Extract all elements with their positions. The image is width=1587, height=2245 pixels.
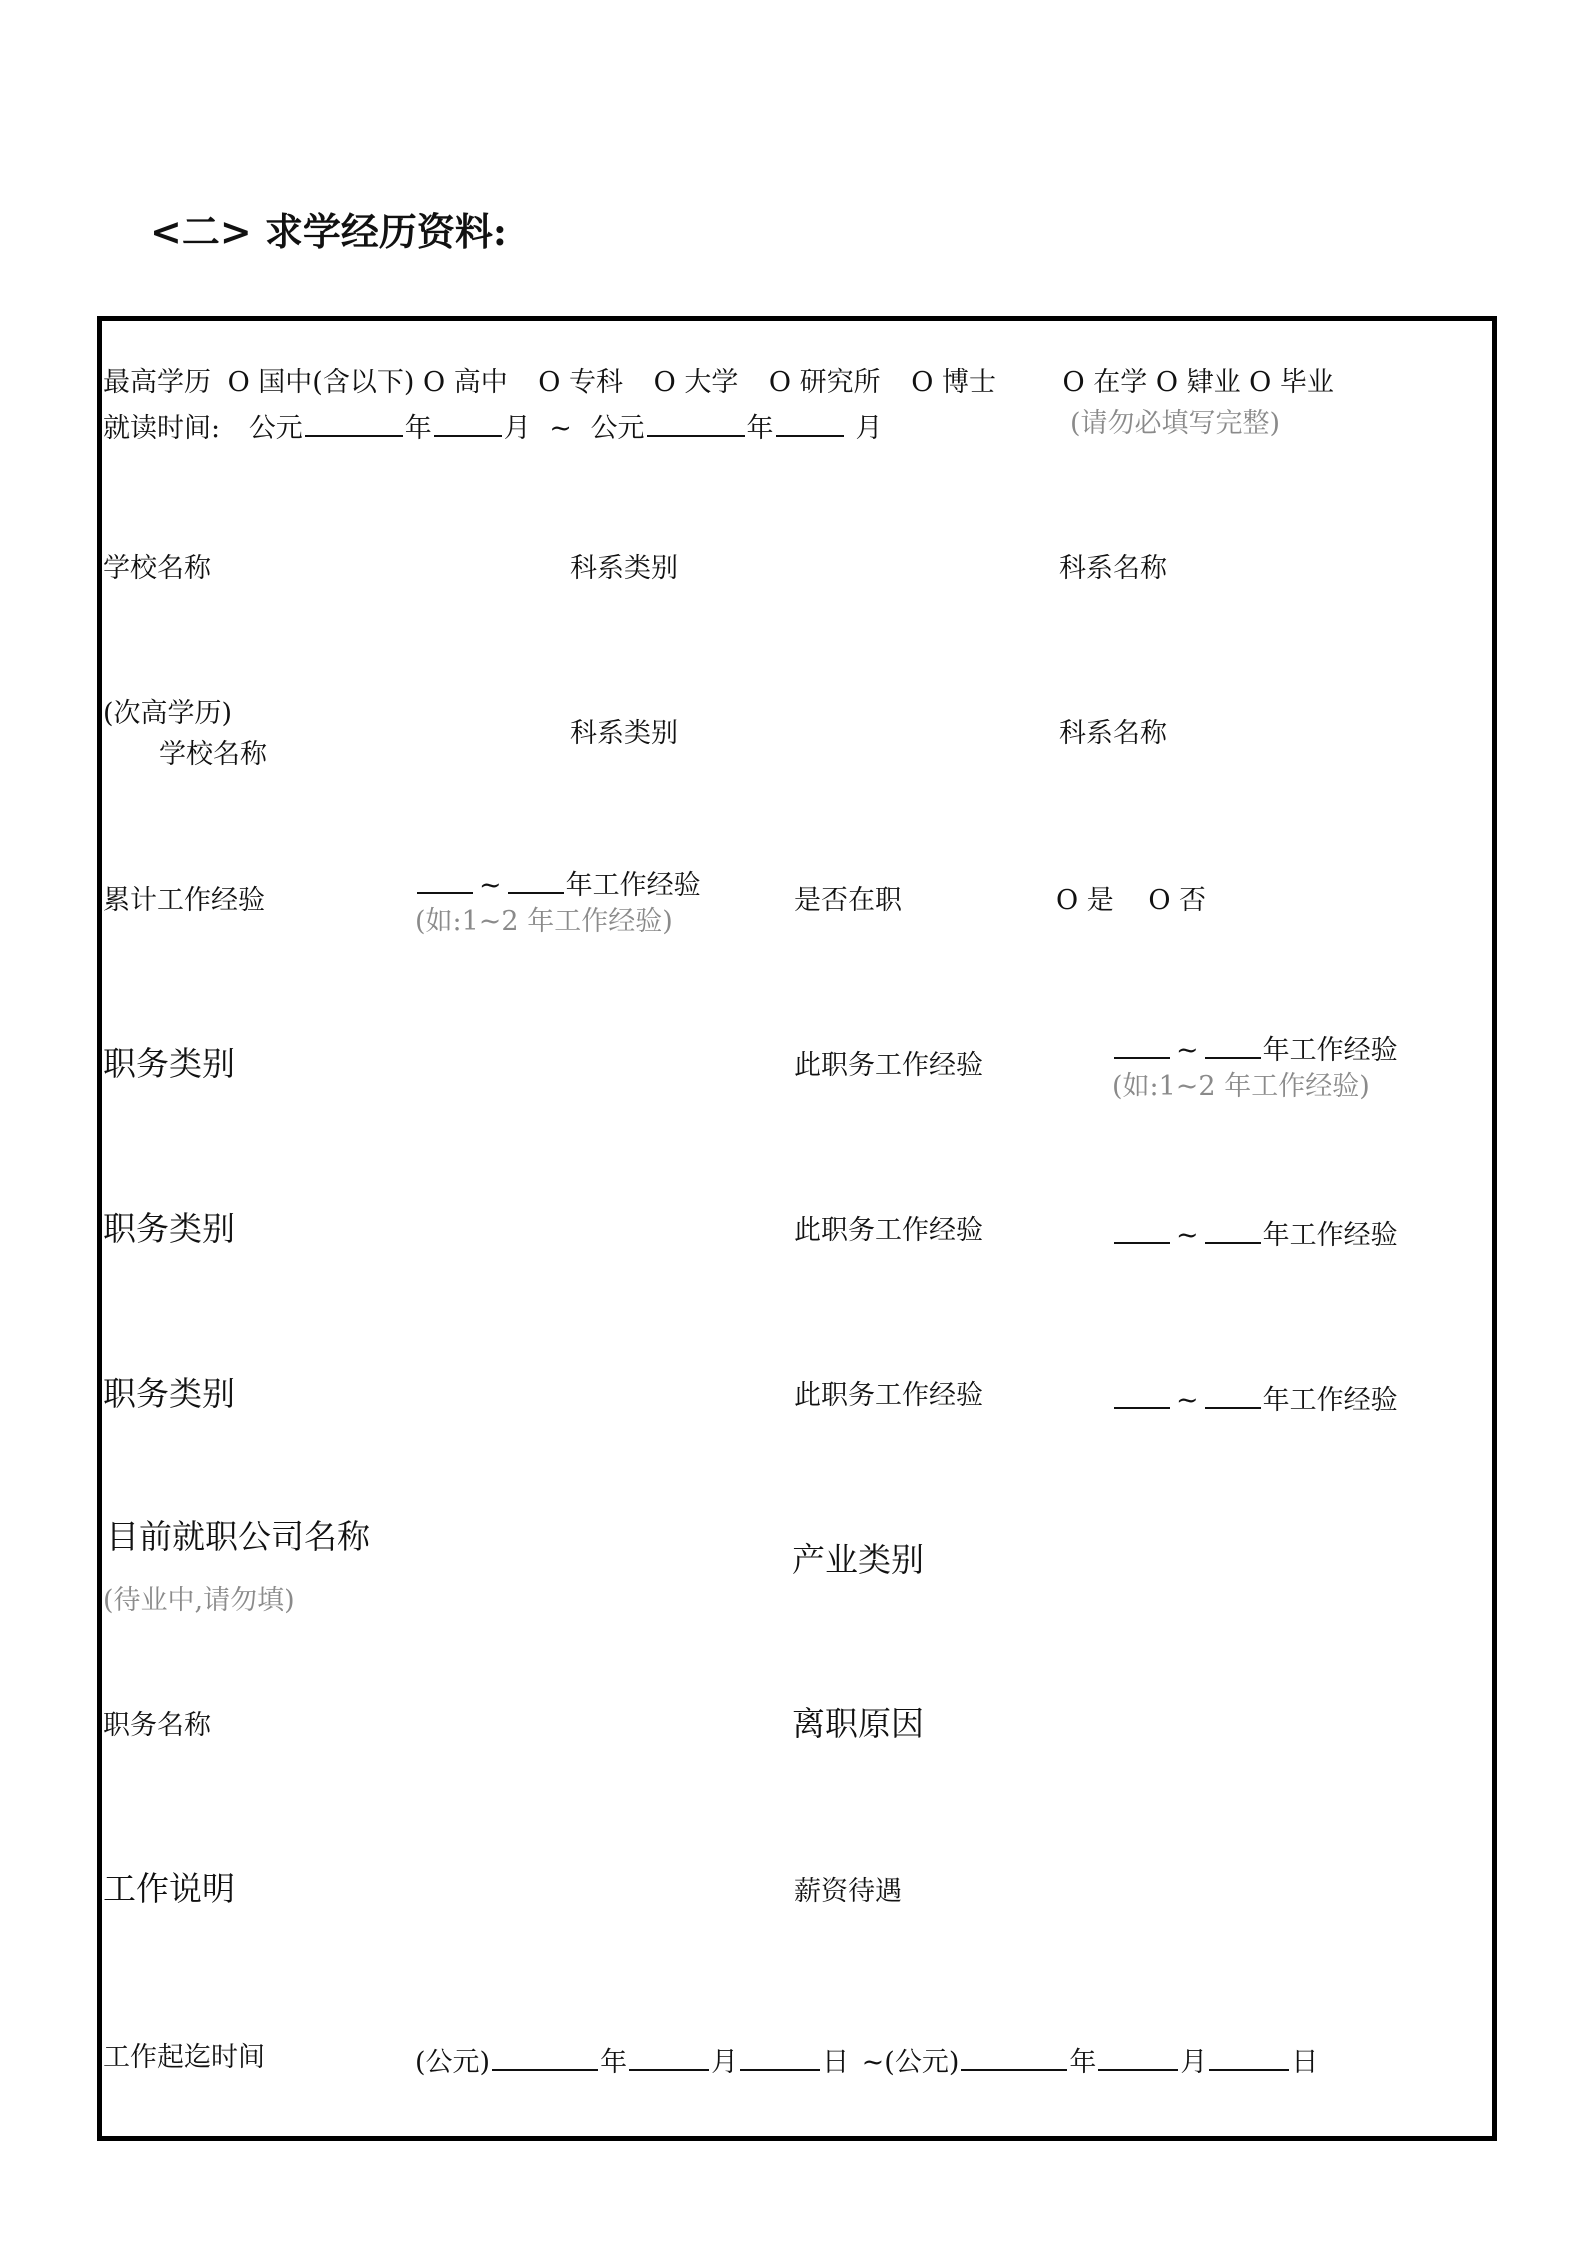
total-experience-example: (如:1~2 年工作经验) <box>415 906 673 937</box>
salary-label: 薪资待遇 <box>794 1876 902 1907</box>
job-experience-label: 此职务工作经验 <box>794 1050 983 1081</box>
highest-education-row <box>103 367 1334 398</box>
year-label-start: 年 <box>600 2047 628 2078</box>
job-exp-from-blank[interactable] <box>1114 1030 1170 1059</box>
total-experience-input <box>415 865 701 901</box>
leave-reason-label: 离职原因 <box>792 1704 924 1743</box>
job-category-label: 职务类别 <box>103 1374 235 1413</box>
job-experience-input <box>1112 1215 1398 1251</box>
job-exp-tilde: ~ <box>1176 1220 1199 1251</box>
job-exp-from-blank[interactable] <box>1114 1380 1170 1409</box>
job-exp-tilde: ~ <box>1176 1035 1199 1066</box>
end-year-blank[interactable] <box>961 2042 1067 2071</box>
position-title-label: 职务名称 <box>103 1710 211 1741</box>
start-year-blank[interactable] <box>492 2042 598 2071</box>
current-company-hint: (待业中,请勿填) <box>103 1585 295 1616</box>
status-incomplete[interactable]: O 肄业 <box>1155 367 1241 398</box>
month-label-start: 月 <box>503 413 531 444</box>
tilde: ~ <box>861 2047 885 2078</box>
year-label-end: 年 <box>1069 2047 1097 2078</box>
job-experience-label: 此职务工作经验 <box>794 1215 983 1246</box>
section-title: <二> 求学经历资料: <box>150 209 507 254</box>
industry-label: 产业类别 <box>792 1540 924 1579</box>
dept-name-label: 科系名称 <box>1059 553 1167 584</box>
job-experience-input <box>1112 1030 1398 1066</box>
ad-label-start: 公元 <box>248 413 303 444</box>
study-period-label: 就读时间: <box>103 413 221 444</box>
second-school-name-label: 学校名称 <box>159 739 267 770</box>
start-year-blank[interactable] <box>305 408 403 437</box>
year-label-start: 年 <box>404 413 432 444</box>
option-junior-high[interactable]: O 国中(含以下) <box>227 367 415 398</box>
study-period-row <box>103 408 883 444</box>
highest-education-label: 最高学历 <box>103 367 211 398</box>
work-period-label: 工作起迄时间 <box>103 2042 265 2073</box>
job-exp-to-blank[interactable] <box>1205 1215 1261 1244</box>
end-year-blank[interactable] <box>647 408 745 437</box>
end-month-blank[interactable] <box>776 408 844 437</box>
end-day-blank[interactable] <box>1209 2042 1289 2071</box>
job-experience-example: (如:1~2 年工作经验) <box>1112 1071 1370 1102</box>
employed-label: 是否在职 <box>794 885 902 916</box>
job-experience-input <box>1112 1380 1398 1416</box>
day-label-end: 日 <box>1291 2047 1319 2078</box>
ad-label-start: (公元) <box>415 2047 491 2078</box>
month-label-end: 月 <box>1180 2047 1208 2078</box>
job-exp-to-blank[interactable] <box>1205 1380 1261 1409</box>
option-graduate-school[interactable]: O 研究所 <box>768 367 881 398</box>
exp-to-blank[interactable] <box>508 865 564 894</box>
job-exp-tilde: ~ <box>1176 1385 1199 1416</box>
month-label-start: 月 <box>711 2047 739 2078</box>
job-exp-unit: 年工作经验 <box>1262 1220 1398 1251</box>
employed-no-option[interactable]: O 否 <box>1148 885 1207 916</box>
school-name-label: 学校名称 <box>103 553 211 584</box>
status-studying[interactable]: O 在学 <box>1062 367 1148 398</box>
option-senior-high[interactable]: O 高中 <box>422 367 508 398</box>
exp-from-blank[interactable] <box>417 865 473 894</box>
employed-options <box>1056 885 1206 916</box>
month-label-end: 月 <box>855 413 883 444</box>
end-month-blank[interactable] <box>1098 2042 1178 2071</box>
start-month-blank[interactable] <box>434 408 502 437</box>
option-university[interactable]: O 大学 <box>653 367 739 398</box>
tilde: ~ <box>549 413 572 444</box>
period-hint: (请勿必填写完整) <box>1070 408 1281 439</box>
job-description-label: 工作说明 <box>103 1869 235 1908</box>
year-label-end: 年 <box>746 413 774 444</box>
job-exp-from-blank[interactable] <box>1114 1215 1170 1244</box>
option-phd[interactable]: O 博士 <box>911 367 996 398</box>
start-day-blank[interactable] <box>740 2042 820 2071</box>
second-dept-type-label: 科系类别 <box>570 718 678 749</box>
exp-tilde: ~ <box>479 870 502 901</box>
job-category-label: 职务类别 <box>103 1209 235 1248</box>
dept-type-label: 科系类别 <box>570 553 678 584</box>
day-label-start: 日 <box>822 2047 850 2078</box>
job-exp-to-blank[interactable] <box>1205 1030 1261 1059</box>
current-company-label: 目前就职公司名称 <box>106 1517 370 1556</box>
work-period-input <box>415 2042 1318 2078</box>
second-dept-name-label: 科系名称 <box>1059 718 1167 749</box>
start-month-blank[interactable] <box>629 2042 709 2071</box>
job-experience-label: 此职务工作经验 <box>794 1380 983 1411</box>
ad-label-end: 公元 <box>590 413 645 444</box>
job-exp-unit: 年工作经验 <box>1262 1385 1398 1416</box>
job-exp-unit: 年工作经验 <box>1262 1035 1398 1066</box>
employed-yes-option[interactable]: O 是 <box>1056 885 1114 916</box>
exp-unit: 年工作经验 <box>565 870 701 901</box>
total-experience-label: 累计工作经验 <box>103 885 265 916</box>
option-college[interactable]: O 专科 <box>538 367 624 398</box>
job-category-label: 职务类别 <box>103 1044 235 1083</box>
second-education-label: (次高学历) <box>103 698 233 729</box>
status-graduated[interactable]: O 毕业 <box>1249 367 1334 398</box>
ad-label-end: (公元) <box>884 2047 960 2078</box>
